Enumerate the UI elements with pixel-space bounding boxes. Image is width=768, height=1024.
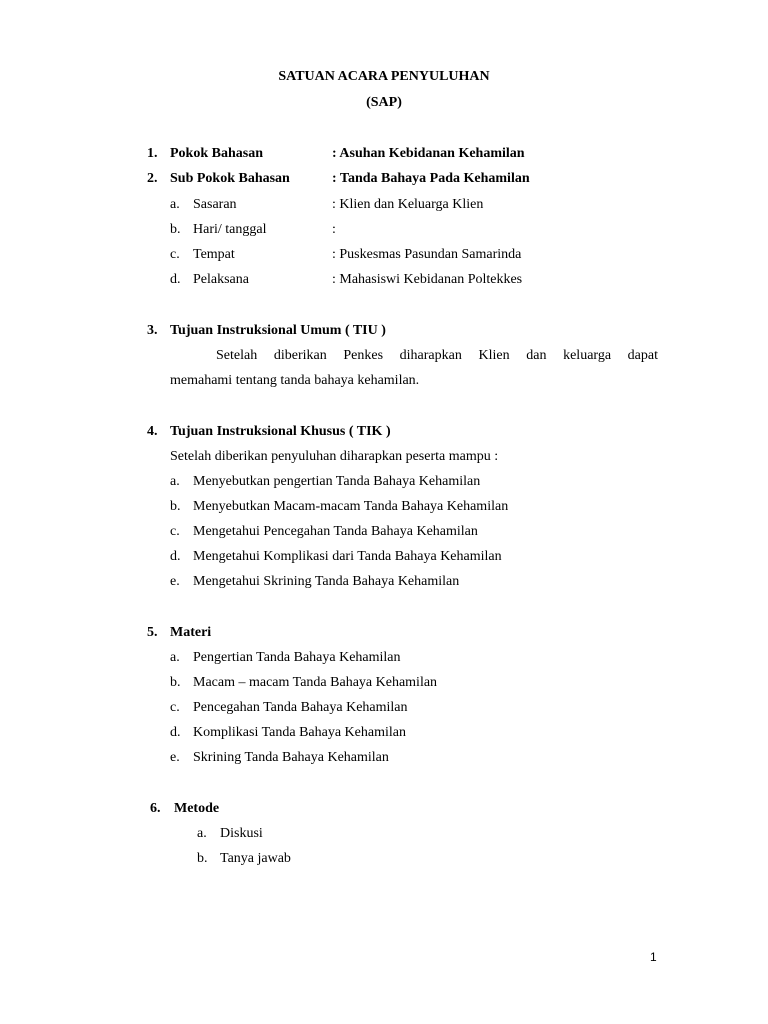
list-text: Tanya jawab xyxy=(220,851,291,866)
field-label: Sub Pokok Bahasan xyxy=(170,171,290,186)
list-text: Mengetahui Skrining Tanda Bahaya Kehamilan xyxy=(193,574,460,589)
list-text: Pencegahan Tanda Bahaya Kehamilan xyxy=(193,700,408,715)
section-number: 3. xyxy=(147,323,158,338)
list-letter: b. xyxy=(170,499,181,514)
sub-field-value: : xyxy=(332,222,336,237)
tik-intro: Setelah diberikan penyuluhan diharapkan peserta mampu : xyxy=(170,449,499,464)
field-label: Pokok Bahasan xyxy=(170,146,263,161)
list-text: Mengetahui Pencegahan Tanda Bahaya Kehamilan xyxy=(193,524,478,539)
sub-field-label: Pelaksana xyxy=(193,272,249,287)
list-text: Pengertian Tanda Bahaya Kehamilan xyxy=(193,650,401,665)
list-letter: c. xyxy=(170,524,180,539)
section-number: 4. xyxy=(147,424,158,439)
list-text: Skrining Tanda Bahaya Kehamilan xyxy=(193,750,389,765)
list-text: Diskusi xyxy=(220,826,263,841)
section-number: 5. xyxy=(147,625,158,640)
list-text: Macam – macam Tanda Bahaya Kehamilan xyxy=(193,675,438,690)
field-value: : Asuhan Kebidanan Kehamilan xyxy=(332,146,525,161)
sub-field-label: Tempat xyxy=(193,247,235,262)
section-heading: Tujuan Instruksional Umum ( TIU ) xyxy=(170,323,386,338)
sub-field-value: : Mahasiswi Kebidanan Poltekkes xyxy=(332,272,523,287)
list-letter: d. xyxy=(170,725,181,740)
sub-field-label: Hari/ tanggal xyxy=(193,222,267,237)
field-number: 2. xyxy=(147,171,158,186)
field-value: : Tanda Bahaya Pada Kehamilan xyxy=(332,171,530,186)
list-letter: a. xyxy=(170,650,180,665)
list-text: Menyebutkan pengertian Tanda Bahaya Kehamilan xyxy=(193,474,481,489)
list-letter: c. xyxy=(170,700,180,715)
list-letter: b. xyxy=(197,851,208,866)
sub-field-letter: d. xyxy=(170,272,181,287)
section-heading: Materi xyxy=(170,625,212,640)
list-letter: a. xyxy=(170,474,180,489)
sub-field-label: Sasaran xyxy=(193,197,237,212)
tiu-paragraph-line2: memahami tentang tanda bahaya kehamilan. xyxy=(170,373,420,388)
sub-field-value: : Klien dan Keluarga Klien xyxy=(332,197,484,212)
list-letter: a. xyxy=(197,826,207,841)
sub-field-letter: a. xyxy=(170,197,180,212)
list-letter: d. xyxy=(170,549,181,564)
field-number: 1. xyxy=(147,146,158,161)
list-letter: b. xyxy=(170,675,181,690)
sub-field-letter: c. xyxy=(170,247,180,262)
section-heading: Metode xyxy=(174,801,220,816)
tiu-paragraph-line1: Setelah diberikan Penkes diharapkan Klien dan keluarga dapat xyxy=(216,348,658,363)
sub-field-value: : Puskesmas Pasundan Samarinda xyxy=(332,247,522,262)
section-heading: Tujuan Instruksional Khusus ( TIK ) xyxy=(170,424,391,439)
list-text: Komplikasi Tanda Bahaya Kehamilan xyxy=(193,725,406,740)
list-letter: e. xyxy=(170,750,180,765)
list-text: Menyebutkan Macam-macam Tanda Bahaya Kehamilan xyxy=(193,499,509,514)
list-letter: e. xyxy=(170,574,180,589)
page-subtitle: (SAP) xyxy=(366,95,402,110)
sub-field-letter: b. xyxy=(170,222,181,237)
page-title: SATUAN ACARA PENYULUHAN xyxy=(278,69,490,84)
list-text: Mengetahui Komplikasi dari Tanda Bahaya Kehamilan xyxy=(193,549,502,564)
page-number: 1 xyxy=(650,950,657,964)
section-number: 6. xyxy=(150,801,161,816)
